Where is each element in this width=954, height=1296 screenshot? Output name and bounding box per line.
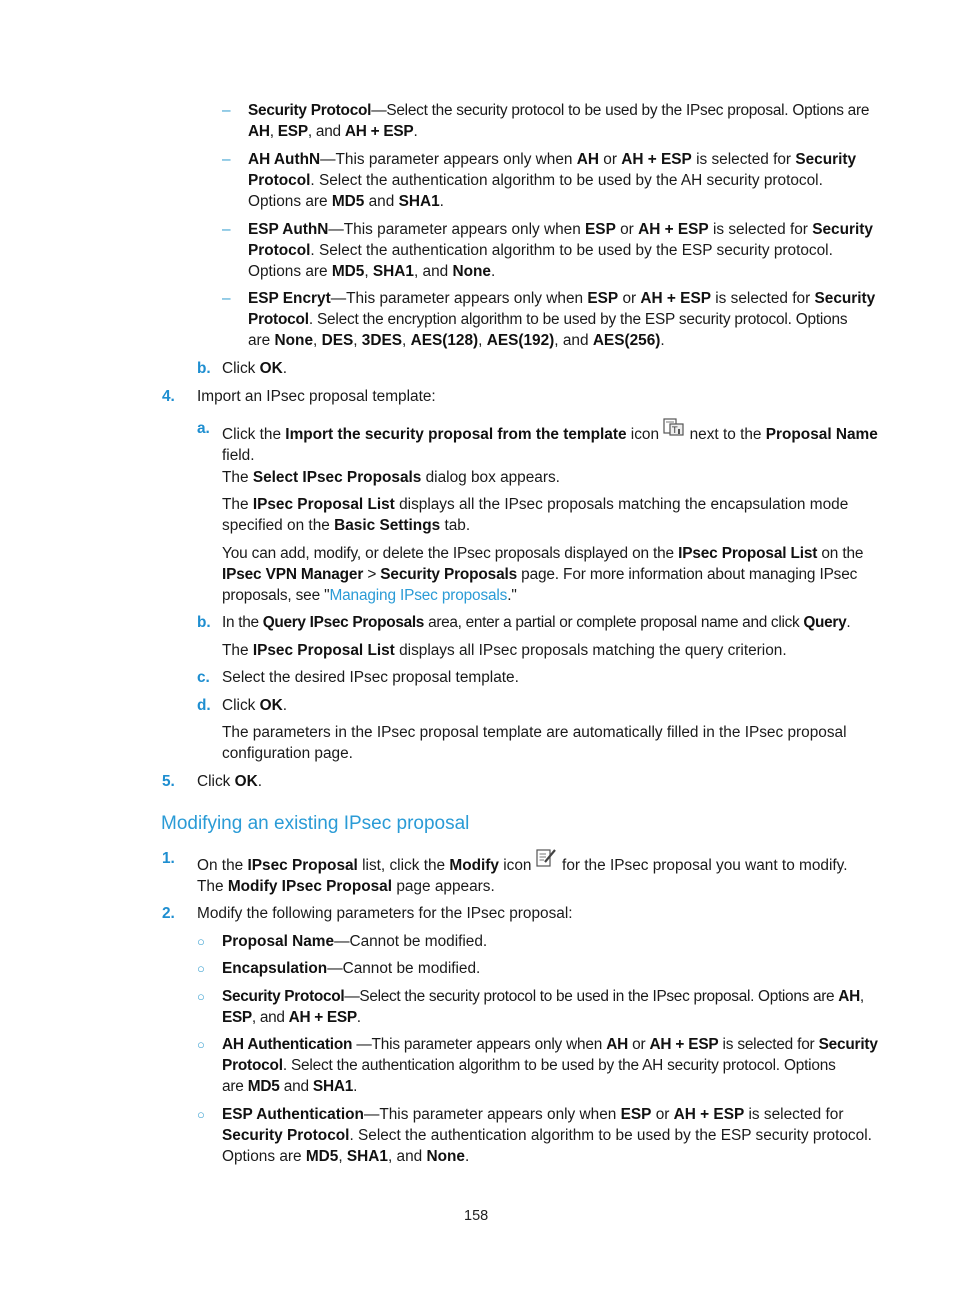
text: dialog box appears. xyxy=(425,469,560,486)
modify-step-1 xyxy=(197,848,848,876)
sub-item-security-protocol xyxy=(248,100,868,142)
text: list, click the xyxy=(362,857,446,874)
bullet-marker: ○ xyxy=(197,1037,205,1052)
text: The parameters in the IPsec proposal template are automatically filled in the IPsec proposal xyxy=(222,724,847,741)
option: MD5 xyxy=(331,263,365,280)
keyword: IPsec Proposal List xyxy=(252,496,395,513)
text: page. For more information about managing IPsec xyxy=(521,566,858,583)
term: AH AuthN xyxy=(248,151,321,168)
text: or xyxy=(655,1106,670,1123)
text: You can add, modify, or delete the IPsec proposals displayed on the xyxy=(222,545,674,562)
step-number-5: 5. xyxy=(162,773,175,790)
step-number-2: 2. xyxy=(162,905,175,922)
sub-item-esp-authn xyxy=(248,219,873,282)
text: is selected for xyxy=(715,290,811,307)
text: Select the desired IPsec proposal template. xyxy=(222,669,519,686)
term: ESP Encryt xyxy=(248,290,331,307)
text: displays all IPsec proposals matching the query criterion. xyxy=(399,642,787,659)
text: specified on the xyxy=(222,517,330,534)
text: displays all the IPsec proposals matching the encapsulation mode xyxy=(399,496,849,513)
term: Proposal Name xyxy=(222,933,335,950)
text: —This parameter appears only when xyxy=(328,221,581,238)
text: Import an IPsec proposal template: xyxy=(197,388,436,405)
keyword: Security Protocol xyxy=(222,1127,350,1144)
text: Options are xyxy=(248,263,328,280)
bullet-esp-authentication xyxy=(222,1104,872,1167)
text: . xyxy=(257,773,263,790)
text: area, enter a partial or complete proposal name and click xyxy=(428,614,800,631)
text: , and xyxy=(387,1148,423,1165)
keyword: Import the security proposal from the template xyxy=(285,426,627,443)
term: Encapsulation xyxy=(222,960,328,977)
text: . xyxy=(490,263,496,280)
click-ok-step xyxy=(222,358,287,379)
option: AH xyxy=(838,988,860,1005)
text: —This parameter appears only when xyxy=(330,290,584,307)
option: DES xyxy=(321,332,354,349)
text: and xyxy=(368,193,395,210)
keyword: IPsec Proposal List xyxy=(252,642,395,659)
keyword: Query IPsec Proposals xyxy=(262,614,425,631)
text: The xyxy=(222,496,249,513)
text: tab. xyxy=(444,517,471,534)
step-number-4: 4. xyxy=(162,388,175,405)
keyword: Proposal Name xyxy=(765,426,878,443)
bullet-marker: ○ xyxy=(197,961,205,976)
option: AES(128) xyxy=(410,332,479,349)
dash-marker: – xyxy=(222,102,231,119)
paragraph xyxy=(222,640,787,661)
step-number-1: 1. xyxy=(162,850,175,867)
step-4d xyxy=(222,695,287,716)
text: page appears. xyxy=(396,878,495,895)
option: SHA1 xyxy=(346,1148,388,1165)
text: . xyxy=(356,1009,361,1026)
paragraph xyxy=(222,722,847,764)
term: ESP AuthN xyxy=(248,221,329,238)
text: . Select the authentication algorithm to be used by the ESP security protocol. xyxy=(310,242,833,259)
text: is selected for xyxy=(722,1036,815,1053)
text: or xyxy=(632,1036,646,1053)
step-label-a: a. xyxy=(197,420,210,437)
option: MD5 xyxy=(331,193,365,210)
text: for the IPsec proposal you want to modify. xyxy=(562,857,848,874)
text: , xyxy=(859,988,864,1005)
text: . xyxy=(413,123,418,140)
sub-item-esp-encryt xyxy=(248,288,876,351)
keyword: OK xyxy=(259,360,283,377)
keyword: OK xyxy=(234,773,258,790)
step-label-b: b. xyxy=(197,360,211,377)
text: Options are xyxy=(222,1148,302,1165)
keyword: Security xyxy=(814,290,876,307)
bullet-proposal-name xyxy=(222,931,487,952)
text: Options are xyxy=(248,193,328,210)
term: AH Authentication xyxy=(222,1036,353,1053)
text: The xyxy=(222,642,249,659)
option: SHA1 xyxy=(372,263,414,280)
text: , xyxy=(402,332,407,349)
text: , xyxy=(364,263,369,280)
step-label-c: c. xyxy=(197,669,210,686)
keyword: Modify IPsec Proposal xyxy=(227,878,393,895)
text: , xyxy=(478,332,483,349)
text: is selected for xyxy=(748,1106,844,1123)
text: proposals, see " xyxy=(222,587,330,604)
term: Security Protocol xyxy=(222,988,345,1005)
paragraph xyxy=(222,467,560,488)
text: The xyxy=(222,469,249,486)
text: . xyxy=(660,332,665,349)
text: Click the xyxy=(222,426,282,443)
option: AES(192) xyxy=(486,332,555,349)
text: , and xyxy=(251,1009,285,1026)
text: On the xyxy=(197,857,244,874)
text: configuration page. xyxy=(222,745,353,762)
svg-text:T: T xyxy=(672,426,678,436)
keyword: Protocol xyxy=(222,1057,283,1074)
keyword: IPsec VPN Manager xyxy=(222,566,364,583)
paragraph xyxy=(197,876,495,897)
option: AH + ESP xyxy=(638,221,709,238)
option: SHA1 xyxy=(312,1078,354,1095)
text: —This parameter appears only when xyxy=(356,1036,603,1053)
step-4-text xyxy=(197,386,436,407)
text: Click xyxy=(222,697,256,714)
step-4a xyxy=(222,418,878,466)
text: or xyxy=(620,221,634,238)
text: , xyxy=(269,123,274,140)
option: AH + ESP xyxy=(344,123,414,140)
paragraph xyxy=(222,494,848,536)
text: on the xyxy=(821,545,864,562)
text: In the xyxy=(222,614,259,631)
step-label-b: b. xyxy=(197,614,211,631)
option: AH + ESP xyxy=(621,151,692,168)
keyword: Basic Settings xyxy=(334,517,441,534)
modify-step-2 xyxy=(197,903,573,924)
option: ESP xyxy=(620,1106,652,1123)
text: , and xyxy=(307,123,341,140)
option: AH + ESP xyxy=(649,1036,719,1053)
dash-marker: – xyxy=(222,221,231,238)
import-template-icon[interactable] xyxy=(663,418,685,443)
text: icon xyxy=(503,857,532,874)
text: The xyxy=(197,878,224,895)
section-heading: Modifying an existing IPsec proposal xyxy=(161,813,470,834)
text: . Select the encryption algorithm to be used by the ESP security protocol. Options xyxy=(308,311,848,328)
term: ESP Authentication xyxy=(222,1106,364,1123)
text: Modify the following parameters for the IPsec proposal: xyxy=(197,905,573,922)
option: AH + ESP xyxy=(640,290,711,307)
option: AH + ESP xyxy=(673,1106,745,1123)
keyword: OK xyxy=(259,697,283,714)
dash-marker: – xyxy=(222,151,231,168)
text: . Select the authentication algorithm to be used by the AH security protocol. Options xyxy=(282,1057,836,1074)
text: —Select the security protocol to be used in the IPsec proposal. Options are xyxy=(344,988,835,1005)
sub-item-ah-authn xyxy=(248,149,868,212)
text: . xyxy=(353,1078,358,1095)
text: or xyxy=(622,290,637,307)
text: . xyxy=(846,614,851,631)
text: , and xyxy=(554,332,589,349)
step-5 xyxy=(197,771,262,792)
text: is selected for xyxy=(696,151,792,168)
option: ESP xyxy=(585,221,616,238)
text: and xyxy=(283,1078,309,1095)
step-4c xyxy=(222,667,519,688)
page-number: 158 xyxy=(464,1208,489,1224)
option: AH xyxy=(576,151,599,168)
bullet-marker: ○ xyxy=(197,989,205,1004)
text: are xyxy=(248,332,271,349)
option: AH xyxy=(248,123,270,140)
keyword: Security xyxy=(818,1036,878,1053)
text: —Cannot be modified. xyxy=(334,933,488,950)
option: MD5 xyxy=(247,1078,280,1095)
text: —Cannot be modified. xyxy=(327,960,481,977)
keyword: Protocol xyxy=(248,311,309,328)
text: is selected for xyxy=(712,221,808,238)
option: ESP xyxy=(222,1009,252,1026)
bullet-marker: ○ xyxy=(197,934,205,949)
text: . xyxy=(464,1148,470,1165)
text: , xyxy=(313,332,318,349)
managing-ipsec-proposals-link[interactable]: Managing IPsec proposals xyxy=(329,587,508,604)
text: —This parameter appears only when xyxy=(320,151,573,168)
term: Security Protocol xyxy=(248,102,372,119)
option: None xyxy=(426,1148,465,1165)
option: ESP xyxy=(277,123,308,140)
text: or xyxy=(603,151,617,168)
keyword: Security xyxy=(812,221,873,238)
keyword: Security xyxy=(795,151,857,168)
bullet-security-protocol xyxy=(222,986,864,1028)
text: . xyxy=(282,360,288,377)
text: . xyxy=(282,697,288,714)
keyword: Security Proposals xyxy=(380,566,518,583)
bullet-marker: ○ xyxy=(197,1107,205,1122)
step-4b xyxy=(222,612,850,633)
option: AH xyxy=(606,1036,629,1053)
text: ." xyxy=(507,587,517,604)
keyword: Protocol xyxy=(248,172,311,189)
dash-marker: – xyxy=(222,290,231,307)
text: . Select the authentication algorithm to be used by the ESP security protocol. xyxy=(349,1127,872,1144)
option: None xyxy=(452,263,491,280)
keyword: IPsec Proposal List xyxy=(678,545,818,562)
text: Click xyxy=(222,360,256,377)
bullet-encapsulation xyxy=(222,958,480,979)
text: , xyxy=(353,332,358,349)
keyword: Select IPsec Proposals xyxy=(252,469,422,486)
option: AH + ESP xyxy=(288,1009,357,1026)
text: are xyxy=(222,1078,244,1095)
text: , xyxy=(338,1148,343,1165)
text: > xyxy=(367,566,377,583)
paragraph xyxy=(222,543,863,606)
option: ESP xyxy=(587,290,619,307)
text: field. xyxy=(222,447,255,464)
keyword: Modify xyxy=(449,857,499,874)
modify-edit-icon[interactable] xyxy=(536,848,558,874)
option: SHA1 xyxy=(398,193,440,210)
option: MD5 xyxy=(305,1148,339,1165)
keyword: IPsec Proposal xyxy=(247,857,358,874)
text: , and xyxy=(413,263,449,280)
text: . Select the authentication algorithm to be used by the AH security protocol. xyxy=(310,172,823,189)
option: None xyxy=(274,332,314,349)
option: AES(256) xyxy=(592,332,661,349)
keyword: Query xyxy=(803,614,847,631)
bullet-ah-authentication xyxy=(222,1034,878,1097)
text: —This parameter appears only when xyxy=(363,1106,617,1123)
step-label-d: d. xyxy=(197,697,211,714)
text: —Select the security protocol to be used by the IPsec proposal. Options are xyxy=(371,102,870,119)
text: icon xyxy=(630,426,660,443)
text: . xyxy=(439,193,444,210)
text: Click xyxy=(197,773,231,790)
option: 3DES xyxy=(361,332,403,349)
text: next to the xyxy=(689,426,762,443)
keyword: Protocol xyxy=(248,242,311,259)
